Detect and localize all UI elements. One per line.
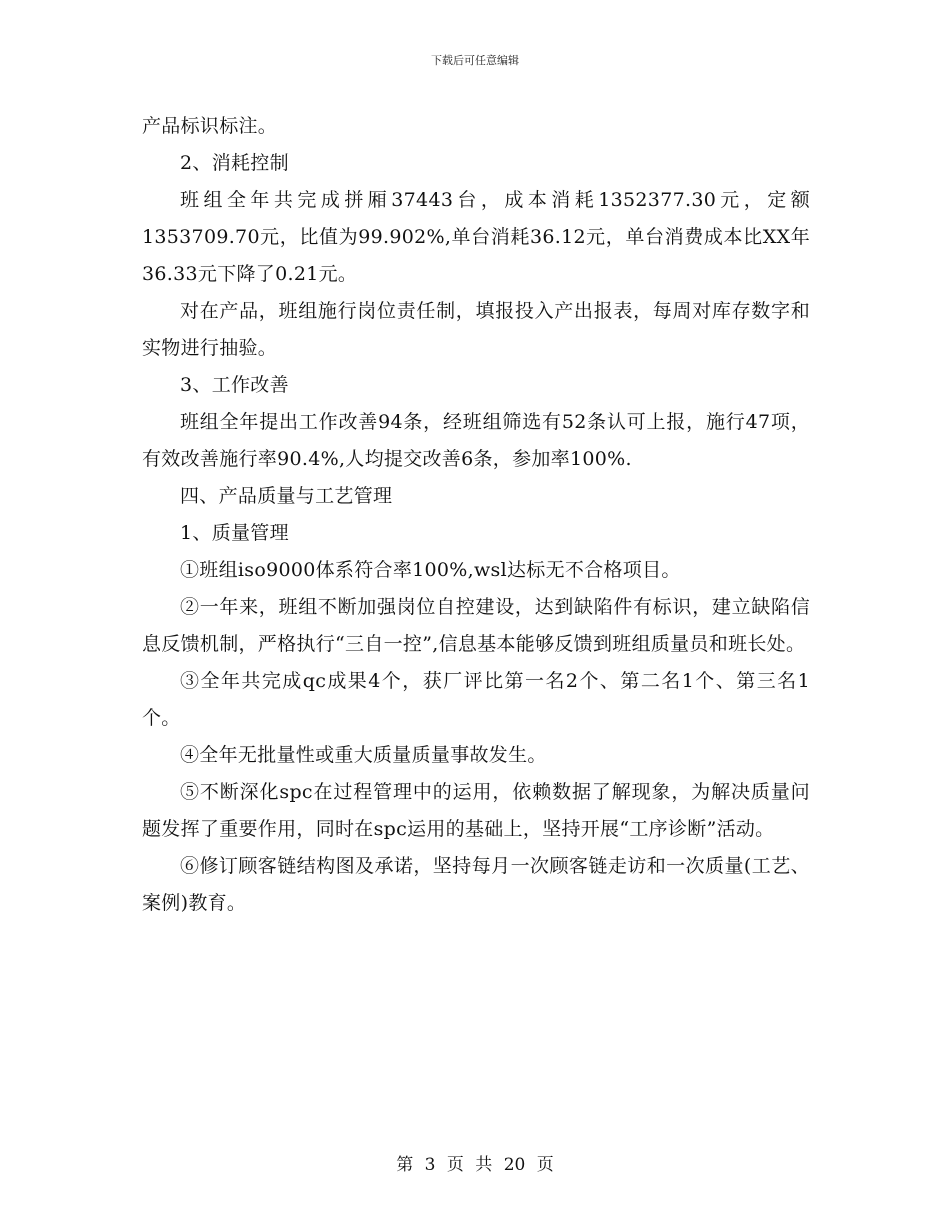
paragraph: 班组全年提出工作改善94条，经班组筛选有52条认可上报，施行47项，有效改善施行率90.4%,人均提交改善6条，参加率100%. — [142, 411, 810, 470]
chapter-heading: 四、产品质量与工艺管理 — [180, 485, 393, 507]
list-item: ①班组iso9000体系符合率100%,wsl达标无不合格项目。 — [180, 559, 681, 581]
section-heading: 2、消耗控制 — [180, 152, 289, 174]
list-item: ②一年来，班组不断加强岗位自控建设，达到缺陷件有标识，建立缺陷信息反馈机制，严格执行“三自一控”,信息基本能够反馈到班组质量员和班长处。 — [142, 596, 810, 655]
list-item: ⑤不断深化spc在过程管理中的运用，依赖数据了解现象，为解决质量问题发挥了重要作用，同时在spc运用的基础上，坚持开展“工序诊断”活动。 — [142, 781, 810, 840]
page-number: 第 3 页 共 20 页 — [396, 1155, 554, 1175]
list-item: ③全年共完成qc成果4个，获厂评比第一名2个、第二名1个、第三名1个。 — [142, 670, 810, 729]
paragraph: 对在产品，班组施行岗位责任制，填报投入产出报表，每周对库存数字和实物进行抽验。 — [142, 300, 810, 359]
paragraph: 班组全年共完成拼厢37443台，成本消耗1352377.30元，定额1353709.70元，比值为99.902%,单台消耗36.12元，单台消费成本比XX年36.33元下降了0.21元。 — [142, 189, 810, 285]
list-item: ④全年无批量性或重大质量质量事故发生。 — [180, 744, 547, 766]
paragraph: 产品标识标注。 — [142, 115, 278, 137]
page-header: 下载后可任意编辑 — [431, 54, 519, 67]
section-heading: 1、质量管理 — [180, 522, 289, 544]
document-body — [142, 108, 810, 922]
list-item: ⑥修订顾客链结构图及承诺，坚持每月一次顾客链走访和一次质量(工艺、案例)教育。 — [142, 855, 810, 914]
section-heading: 3、工作改善 — [180, 374, 289, 396]
